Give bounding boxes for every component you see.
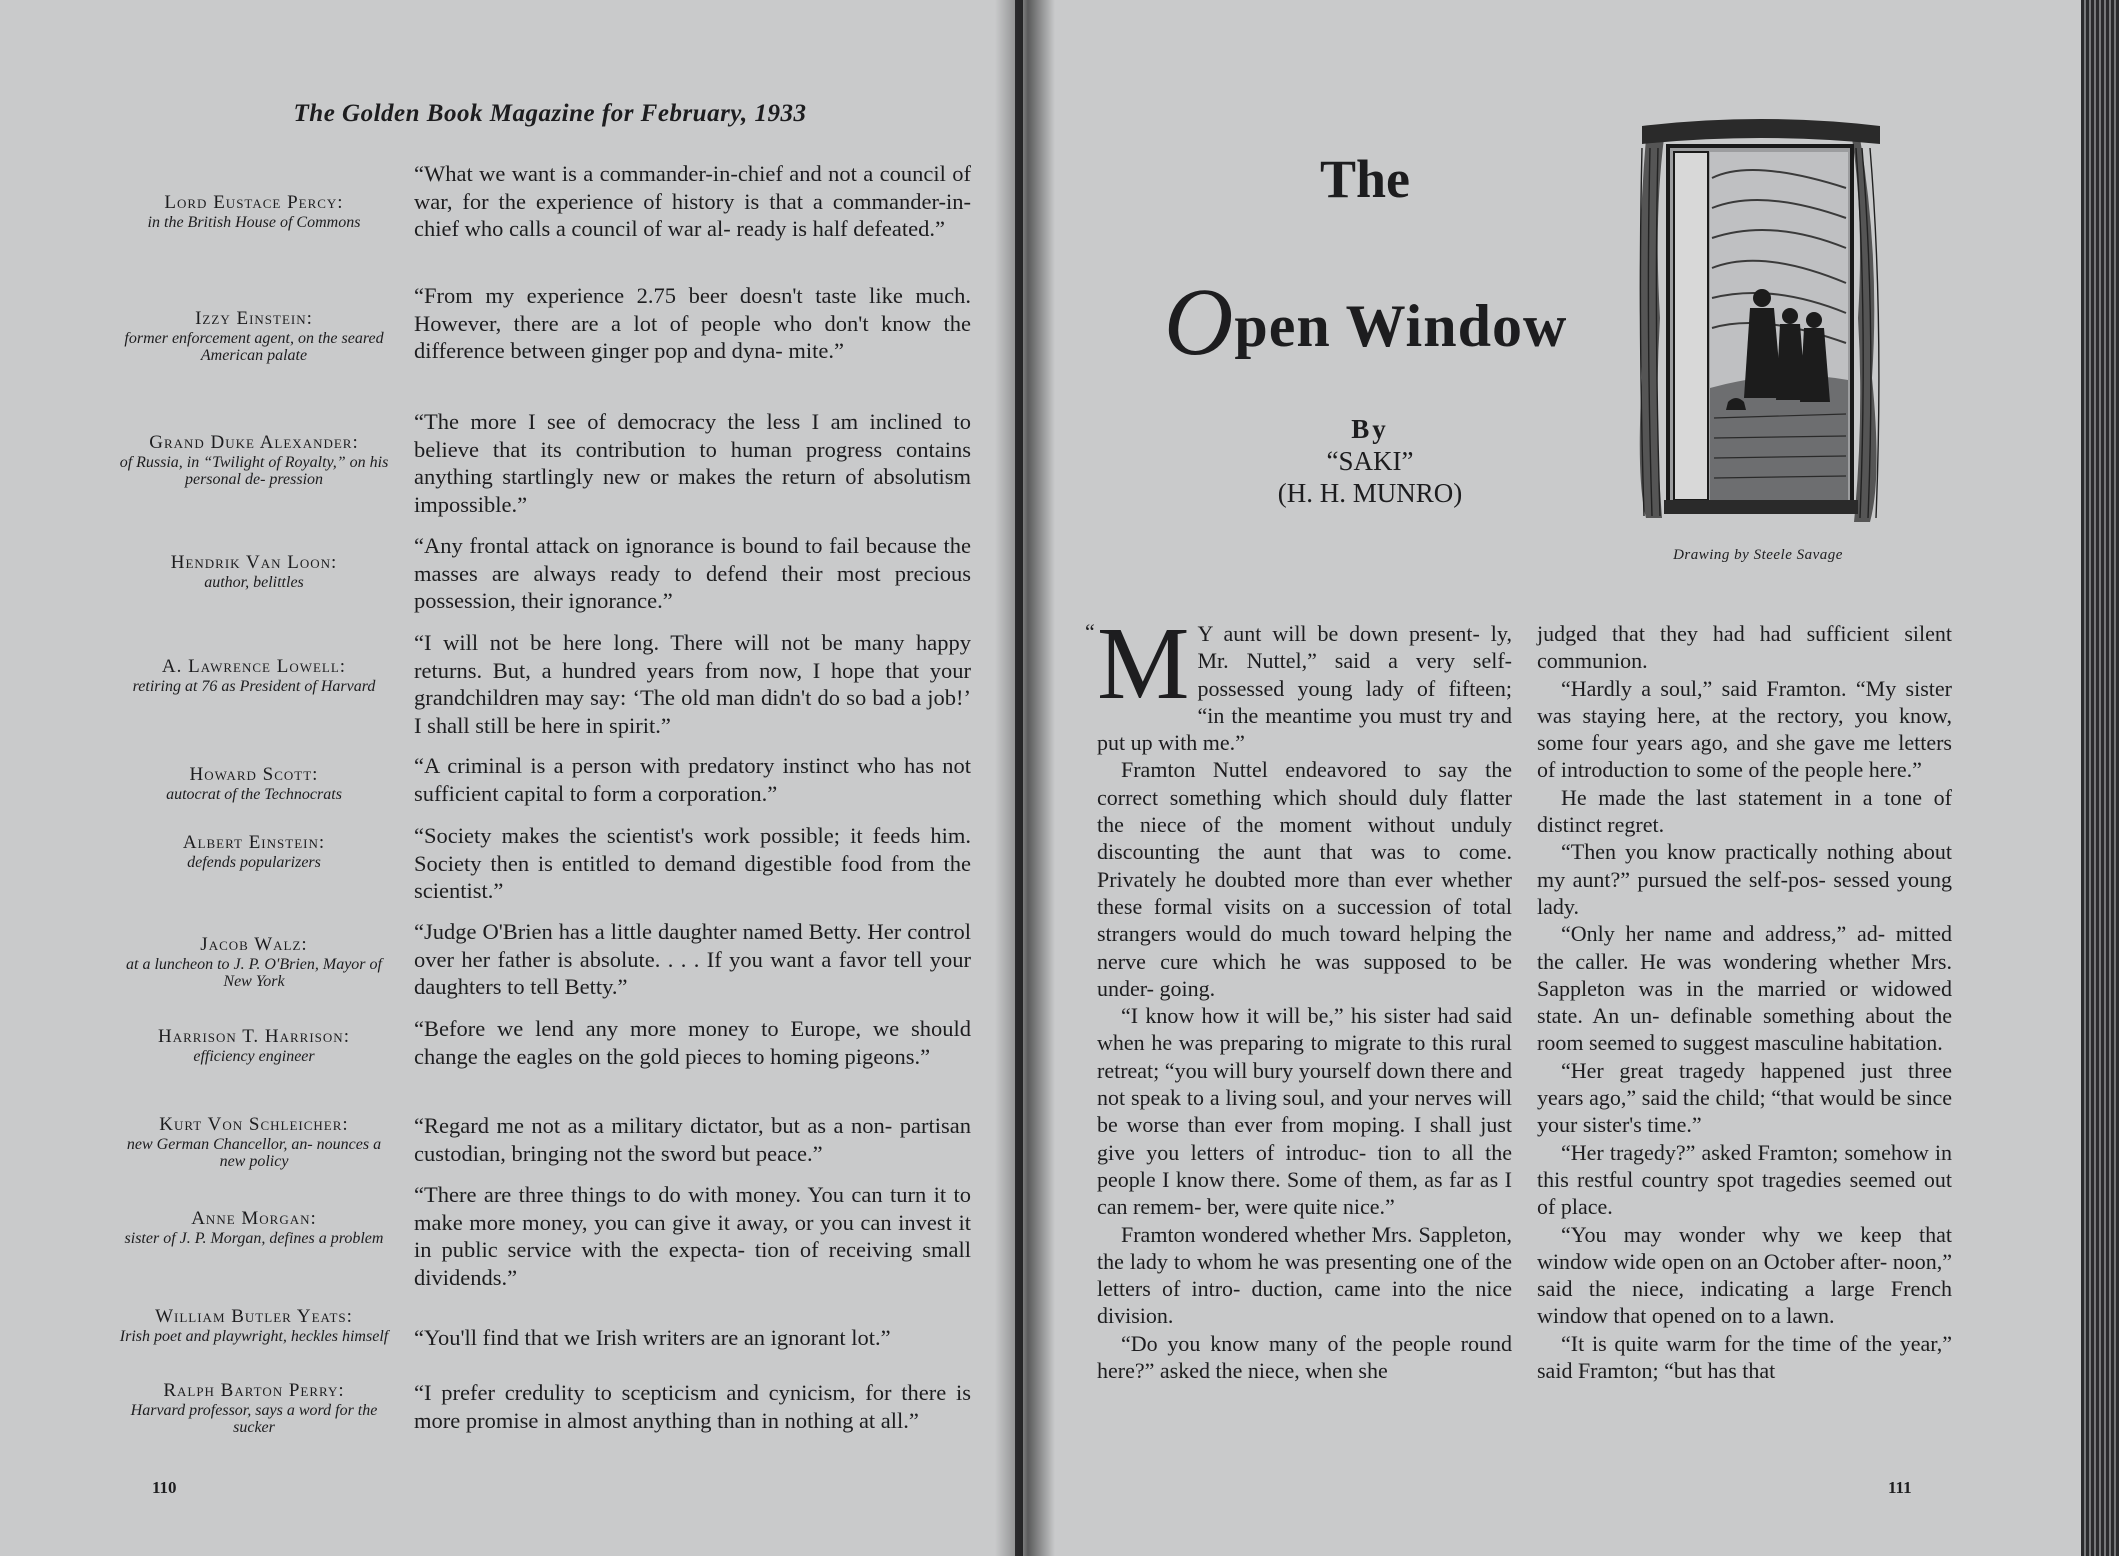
attribution-walz xyxy=(118,934,390,990)
paragraph: “It is quite warm for the time of the year,” said Framton; “but has that xyxy=(1537,1330,1952,1384)
speaker-name: Howard Scott: xyxy=(189,764,319,785)
speaker-desc: of Russia, in “Twilight of Royalty,” on his personal de- pression xyxy=(119,454,389,488)
speaker-name: Ralph Barton Perry: xyxy=(163,1380,345,1401)
attribution-albert-einstein xyxy=(118,832,390,871)
window-illustration xyxy=(1632,118,1890,546)
quote-scott: “A criminal is a person with predatory instinct who has not sufficient capital to form a corporation.” xyxy=(414,753,971,806)
speaker-name: Izzy Einstein: xyxy=(195,308,313,329)
paragraph: Framton wondered whether Mrs. Sappleton, the lady to whom he was presenting one of the letters of intro- duction, came into the nice division. xyxy=(1097,1221,1512,1329)
title-initial-o: O xyxy=(1164,268,1235,375)
speaker-name: Hendrik Van Loon: xyxy=(170,552,338,573)
story-title-the: The xyxy=(1320,149,1411,209)
author-real-name: (H. H. MUNRO) xyxy=(1277,478,1463,508)
title-rest: pen Window xyxy=(1234,293,1568,359)
quote-walz: “Judge O'Brien has a little daughter named Betty. Her control over her father is absolute. . . . If you want a favor tell your daughters to tell Betty.” xyxy=(414,919,971,999)
paragraph: Y aunt will be down present- ly, Mr. Nuttel,” said a very self-possessed young lady of fifteen; “in the meantime you must try and put up with me.” xyxy=(1097,621,1512,756)
attribution-van-loon xyxy=(118,552,390,591)
book-gutter xyxy=(995,0,1055,1556)
quote-albert-einstein: “Society makes the scientist's work possible; it feeds him. Society then is entitled to demand digestible food from the scientist.” xyxy=(414,823,971,903)
speaker-name: Lord Eustace Percy: xyxy=(164,192,344,213)
speaker-desc: in the British House of Commons xyxy=(147,214,361,231)
speaker-desc: defends popularizers xyxy=(187,854,321,871)
speaker-name: William Butler Yeats: xyxy=(155,1306,353,1327)
speaker-name: Kurt Von Schleicher: xyxy=(159,1114,349,1135)
author-pen-name: “SAKI” xyxy=(1326,446,1414,476)
speaker-desc: retiring at 76 as President of Harvard xyxy=(132,678,376,695)
speaker-desc: Irish poet and playwright, heckles himself xyxy=(119,1328,389,1345)
attribution-scott xyxy=(118,764,390,803)
attribution-percy xyxy=(118,192,390,231)
quote-harrison: “Before we lend any more money to Europe, we should change the eagles on the gold pieces to homing pigeons.” xyxy=(414,1016,971,1069)
illustration-credit: Drawing by Steele Savage xyxy=(1673,547,1843,563)
attribution-von-schleicher xyxy=(118,1114,390,1170)
speaker-desc: at a luncheon to J. P. O'Brien, Mayor of New York xyxy=(126,956,382,990)
paragraph: judged that they had had sufficient silent communion. xyxy=(1537,621,1952,674)
speaker-name: Albert Einstein: xyxy=(182,832,326,853)
quote-perry: “I prefer credulity to scepticism and cynicism, for there is more promise in almost anything than in nothing at all.” xyxy=(414,1380,971,1433)
speaker-name: Harrison T. Harrison: xyxy=(158,1026,350,1047)
attribution-grand-duke xyxy=(118,432,390,488)
story-column-1 xyxy=(1085,606,1512,1384)
speaker-name: A. Lawrence Lowell: xyxy=(161,656,347,677)
speaker-name: Anne Morgan: xyxy=(191,1208,317,1229)
attribution-lowell xyxy=(118,656,390,695)
speaker-name: Jacob Walz: xyxy=(200,934,308,955)
paragraph: He made the last statement in a tone of distinct regret. xyxy=(1537,784,1952,838)
attribution-izzy-einstein xyxy=(118,308,390,364)
story-title xyxy=(1164,266,1604,377)
running-head: The Golden Book Magazine for February, 1933 xyxy=(293,100,807,127)
paragraph: “Do you know many of the people round here?” asked the niece, when she xyxy=(1097,1330,1512,1384)
attribution-yeats xyxy=(118,1306,390,1345)
paragraph: “I know how it will be,” his sister had said when he was preparing to migrate to this rural retreat; “you will bury yourself down there and not speak to a living soul, and your nerves will be worse than ever from moping. I shall just give you letters of introduc- tion to all the people I know there. Some of them, as far as I can remem- ber, were quite nice.” xyxy=(1097,1003,1512,1220)
quote-lowell: “I will not be here long. There will not be many happy returns. But, a hundred years from now, I hope that your grandchildren may say: ‘The old man didn't do so bad a job!’ I shall still be here in spirit.” xyxy=(414,630,971,738)
speaker-desc: author, belittles xyxy=(204,574,304,591)
attribution-perry xyxy=(118,1380,390,1436)
attribution-morgan xyxy=(118,1208,390,1247)
paragraph: “You may wonder why we keep that window wide open on an October after- noon,” said the niece, indicating a large French window that opened on to a lawn. xyxy=(1537,1221,1952,1329)
speaker-desc: sister of J. P. Morgan, defines a problem xyxy=(124,1230,384,1247)
paragraph: Framton Nuttel endeavored to say the correct something which should duly flatter the niece of the moment without unduly discounting the aunt that was to come. Privately he doubted more than ever whether these formal visits on a succession of total strangers would do much toward helping the nerve cure which he was supposed to be under- going. xyxy=(1097,757,1512,1001)
quote-percy: “What we want is a commander-in-chief and not a council of war, for the experience of history is that a commander-in-chief who calls a council of war al- ready is half defeated.” xyxy=(414,161,971,241)
speaker-desc: new German Chancellor, an- nounces a new policy xyxy=(126,1136,382,1170)
quote-yeats: “You'll find that we Irish writers are an ignorant lot.” xyxy=(414,1325,891,1350)
attribution-harrison xyxy=(118,1026,390,1065)
drop-cap: M xyxy=(1097,606,1190,721)
page-number-right: 111 xyxy=(1888,1478,1912,1497)
quote-morgan: “There are three things to do with money. You can turn it to make more money, you can give it away, or you can invest it in public service with the expecta- tion of receiving small dividends.” xyxy=(414,1182,971,1290)
paragraph: “Her tragedy?” asked Framton; somehow in this restful country spot tragedies seemed out of place. xyxy=(1537,1139,1952,1220)
paragraph: “Her great tragedy happened just three years ago,” said the child; “that would be since your sister's time.” xyxy=(1537,1057,1952,1138)
byline-author xyxy=(1250,445,1490,509)
drop-quote-mark: “ xyxy=(1085,619,1095,644)
paragraph: “Then you know practically nothing about my aunt?” pursued the self-pos- sessed young lady. xyxy=(1537,839,1952,919)
quote-van-loon: “Any frontal attack on ignorance is bound to fail because the masses are always ready to defend their most precious possession, their ignorance.” xyxy=(414,533,971,613)
speaker-desc: autocrat of the Technocrats xyxy=(166,786,342,803)
paragraph: “Only her name and address,” ad- mitted the caller. He was wondering whether Mrs. Sappleton was in the married or widowed state. An un- definable something about the room seemed to suggest masculine habitation. xyxy=(1537,921,1952,1056)
page-number-left: 110 xyxy=(152,1478,177,1497)
quote-grand-duke: “The more I see of democracy the less I am inclined to believe that its contribution to human progress contains anything startlingly new or makes the return of absolutism impossible.” xyxy=(414,409,971,517)
page-edges xyxy=(2081,0,2119,1556)
speaker-desc: efficiency engineer xyxy=(193,1048,315,1065)
speaker-desc: Harvard professor, says a word for the sucker xyxy=(130,1402,378,1436)
byline-by: By xyxy=(1351,414,1389,444)
speaker-desc: former enforcement agent, on the seared American palate xyxy=(124,330,384,364)
quote-izzy-einstein: “From my experience 2.75 beer doesn't taste like much. However, there are a lot of people who don't know the difference between ginger pop and dyna- mite.” xyxy=(414,283,971,363)
paragraph: “Hardly a soul,” said Framton. “My sister was staying here, at the rectory, you know, some four years ago, and she gave me letters of introduction to some of the people here.” xyxy=(1537,675,1952,783)
quote-von-schleicher: “Regard me not as a military dictator, but as a non- partisan custodian, bringing not the sword but peace.” xyxy=(414,1113,971,1166)
story-column-2 xyxy=(1537,620,1952,1384)
speaker-name: Grand Duke Alexander: xyxy=(149,432,359,453)
